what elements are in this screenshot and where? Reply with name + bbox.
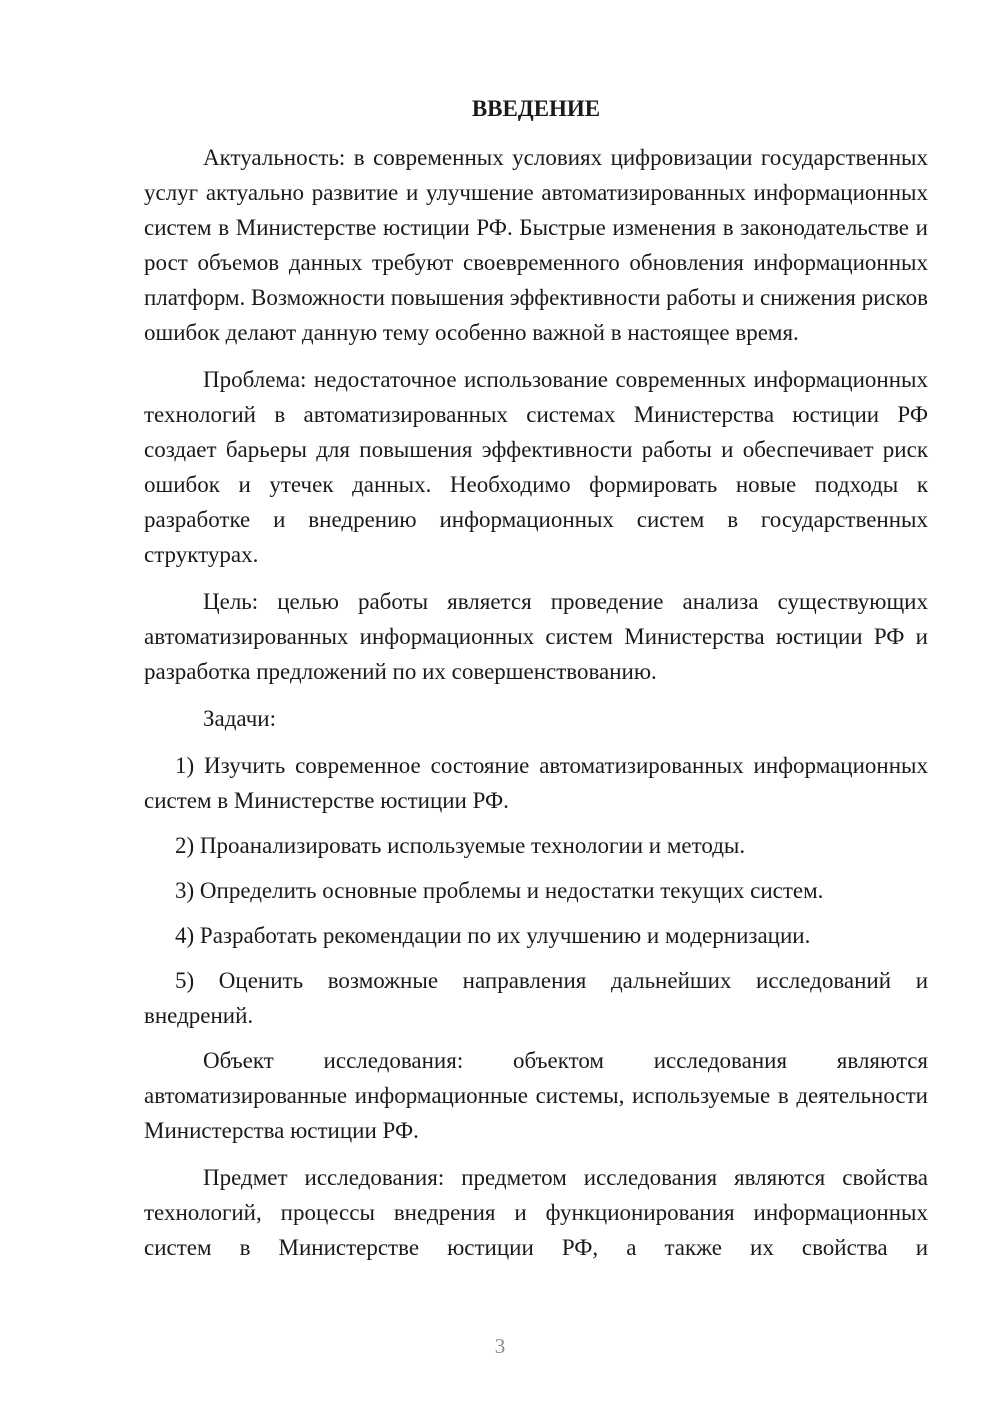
page-body	[144, 88, 928, 1277]
paragraph-subject: Предмет исследования: предметом исследования являются свойства технологий, процессы внедрения и функционирования информационных систем в Министерстве юстиции РФ, а также их свойства и	[144, 1165, 928, 1260]
paragraph-problem: Проблема: недостаточное использование современных информационных технологий в автоматизированных системах Министерства юстиции РФ создает барьеры для повышения эффективности работы и обеспечивает риск ошибок и утечек данных. Необходимо формировать новые подходы к разработке и внедрению информационных систем в государственных структурах.	[144, 367, 928, 567]
paragraph-tasks-heading: Задачи:	[203, 706, 276, 731]
page-number: 3	[494, 1334, 506, 1358]
task-item: 1) Изучить современное состояние автоматизированных информационных систем в Министерстве юстиции РФ.	[144, 753, 928, 813]
task-item: 2) Проанализировать используемые технологии и методы.	[175, 833, 746, 858]
paragraph-goal: Цель: целью работы является проведение анализа существующих автоматизированных информационных систем Министерства юстиции РФ и разработка предложений по их совершенствованию.	[144, 589, 928, 684]
task-item: 5) Оценить возможные направления дальнейших исследований и внедрений.	[144, 968, 928, 1028]
task-item: 4) Разработать рекомендации по их улучшению и модернизации.	[175, 923, 811, 948]
paragraph-object: Объект исследования: объектом исследования являются автоматизированные информационные системы, используемые в деятельности Министерства юстиции РФ.	[144, 1048, 928, 1143]
paragraph-relevance: Актуальность: в современных условиях цифровизации государственных услуг актуально развитие и улучшение автоматизированных информационных систем в Министерстве юстиции РФ. Быстрые изменения в законодательстве и рост объемов данных требуют своевременного обновления информационных платформ. Возможности повышения эффективности работы и снижения рисков ошибок делают данную тему особенно важной в настоящее время.	[144, 145, 928, 345]
task-item: 3) Определить основные проблемы и недостатки текущих систем.	[175, 878, 824, 903]
page-title: ВВЕДЕНИЕ	[471, 96, 601, 121]
